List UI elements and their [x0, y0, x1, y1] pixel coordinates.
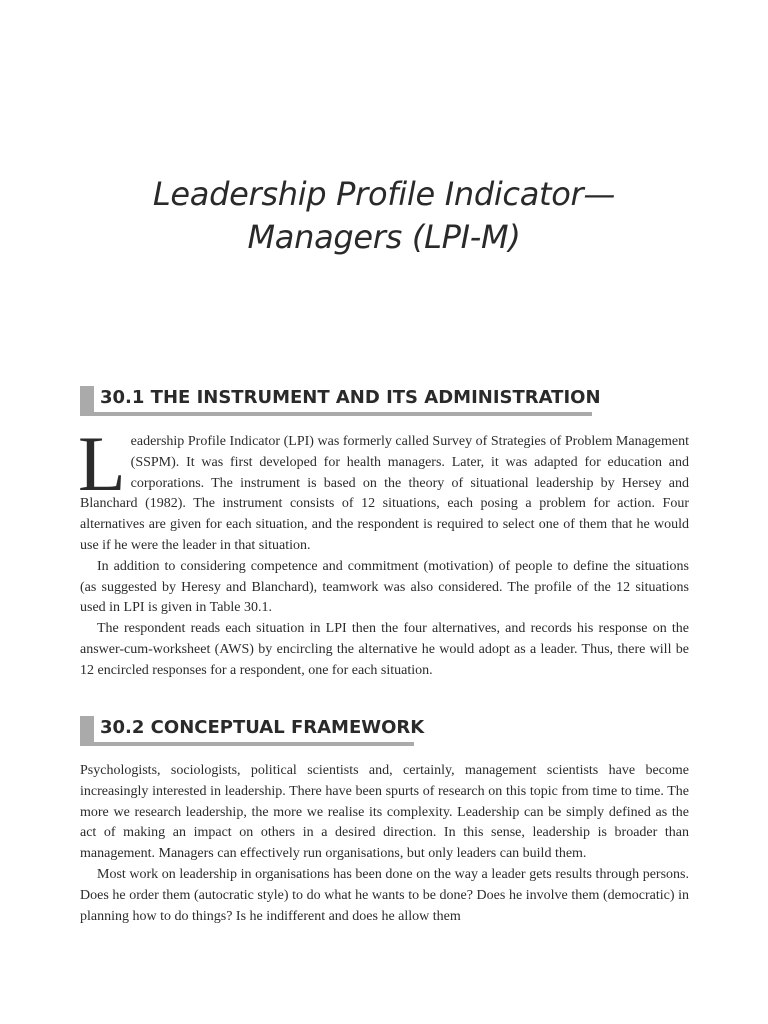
section-body-framework [80, 761, 689, 927]
section-heading-instrument: 30.1 THE INSTRUMENT AND ITS ADMINISTRATION [80, 386, 592, 416]
paragraph [78, 420, 689, 557]
section-heading-framework: 30.2 CONCEPTUAL FRAMEWORK [80, 716, 414, 746]
paragraph: Psychologists, sociologists, political scientists and, certainly, management scientists have become increasingly interested in leadership. There have been spurts of research on this topic from time to time. The more we research leadership, the more we realise its complexity. Leadership can be simply defined as the act of making an impact on others in a desired direction. In this sense, leadership is broader than management. Managers can effectively run organisations, but only leaders can build them. [80, 763, 689, 862]
drop-cap-letter: L [78, 420, 126, 507]
paragraph: Most work on leadership in organisations has been done on the way a leader gets results through persons. Does he order them (autocratic style) to do what he wants to be done? Does he involve them (democratic) in planning how to do things? Is he indifferent and does he allow them [80, 866, 689, 924]
paragraph: The respondent reads each situation in LPI then the four alternatives, and records his response on the answer-cum-worksheet (AWS) by encircling the alternative he would adopt as a leader. Thus, there will be 12 encircled responses for a respondent, one for each situation. [80, 621, 689, 678]
paragraph: In addition to considering competence and commitment (motivation) of people to define the situations (as suggested by Heresy and Blanchard), teamwork was also considered. The profile of the 12 situations used in LPI is given in Table 30.1. [80, 558, 689, 616]
paragraph-text: eadership Profile Indicator (LPI) was formerly called Survey of Strategies of Problem Management (SSPM). It was first developed for health managers. Later, it was adapted for education and corporations. The instrument is based on the theory of situational leadership by Hersey and Blanchard (1982). The instrument consists of 12 situations, each posing a problem for action. Four alternatives are given for each situation, and the respondent is required to select one of them that he would use if he were the leader in that situation. [80, 434, 689, 553]
chapter-title [0, 173, 768, 259]
section-body-instrument [78, 420, 689, 682]
chapter-title-line-1: Leadership Profile Indicator— [152, 175, 616, 213]
chapter-title-line-2: Managers (LPI-M) [247, 218, 521, 256]
